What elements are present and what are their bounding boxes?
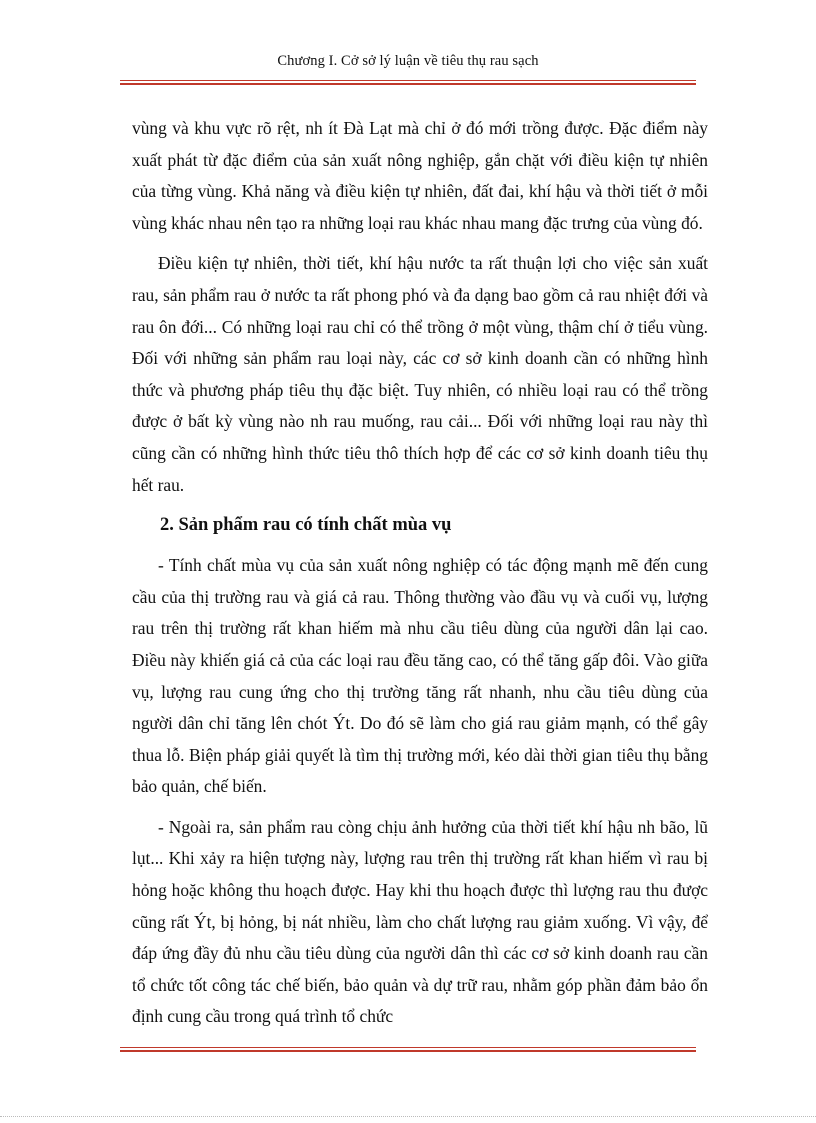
footer-rule [120,1047,696,1053]
paragraph: - Tính chất mùa vụ của sản xuất nông nghiệp có tác động mạnh mẽ đến cung cầu của thị trường rau và giá cả rau. Thông thường vào đầu vụ và cuối vụ, lượng rau trên thị trường rất khan hiếm mà nhu cầu tiêu dùng của người dân lại cao. Điều này khiến giá cả của các loại rau đều tăng cao, có thể tăng gấp đôi. Vào giữa vụ, lượng rau cung ứng cho thị trường tăng rất nhanh, nhu cầu tiêu dùng của người dân chỉ tăng lên chót Ýt. Do đó sẽ làm cho giá rau giảm mạnh, có thể gây thua lỗ. Biện pháp giải quyết là tìm thị trường mới, kéo dài thời gian tiêu thụ bằng bảo quản, chế biến. [132,555,708,797]
page-body [132,113,708,1042]
header-rule [120,80,696,86]
paragraph: Điều kiện tự nhiên, thời tiết, khí hậu nước ta rất thuận lợi cho việc sản xuất rau, sản phẩm rau ở nước ta rất phong phó và đa dạng bao gồm cả rau nhiệt đới và rau ôn đới... Có những loại rau chỉ có thể trồng ở một vùng, thậm chí ở tiểu vùng. Đối với những sản phẩm rau loại này, các cơ sở kinh doanh cần có những hình thức và phương pháp tiêu thụ đặc biệt. Tuy nhiên, có nhiều loại rau có thể trồng được ở bất kỳ vùng nào nh rau muống, rau cải... Đối với những loại rau này thì cũng cần có những hình thức tiêu thô thích hợp để các cơ sở kinh doanh tiêu thụ hết rau. [132,253,708,495]
paragraph: vùng và khu vực rõ rệt, nh ít Đà Lạt mà chỉ ở đó mới trồng được. Đặc điểm này xuất phát từ đặc điểm của sản xuất nông nghiệp, gắn chặt với điều kiện tự nhiên của từng vùng. Khả năng và điều kiện tự nhiên, đất đai, khí hậu và thời tiết ở mỗi vùng khác nhau nên tạo ra những loại rau khác nhau mang đặc trưng của vùng đó. [132,118,708,233]
page-edge-divider [0,1116,816,1117]
paragraph: - Ngoài ra, sản phẩm rau còng chịu ảnh hưởng của thời tiết khí hậu nh bão, lũ lụt... Khi xảy ra hiện tượng này, lượng rau trên thị trường rất khan hiếm vì rau bị hỏng hoặc không thu hoạch được. Hay khi thu hoạch được thì lượng rau thu được cũng rất Ýt, bị hỏng, bị nát nhiều, làm cho chất lượng rau giảm xuống. Vì vậy, để đáp ứng đầy đủ nhu cầu tiêu dùng của người dân thì các cơ sở kinh doanh rau cần tổ chức tốt công tác chế biến, bảo quản và dự trữ rau, nhằm góp phần đảm bảo ổn định cung cầu trong quá trình tổ chức [132,816,708,1027]
section-heading: 2. Sản phẩm rau có tính chất mùa vụ [160,515,452,536]
page-header-title: Chương I. Cở sở lý luận về tiêu thụ rau sạch [277,53,539,69]
